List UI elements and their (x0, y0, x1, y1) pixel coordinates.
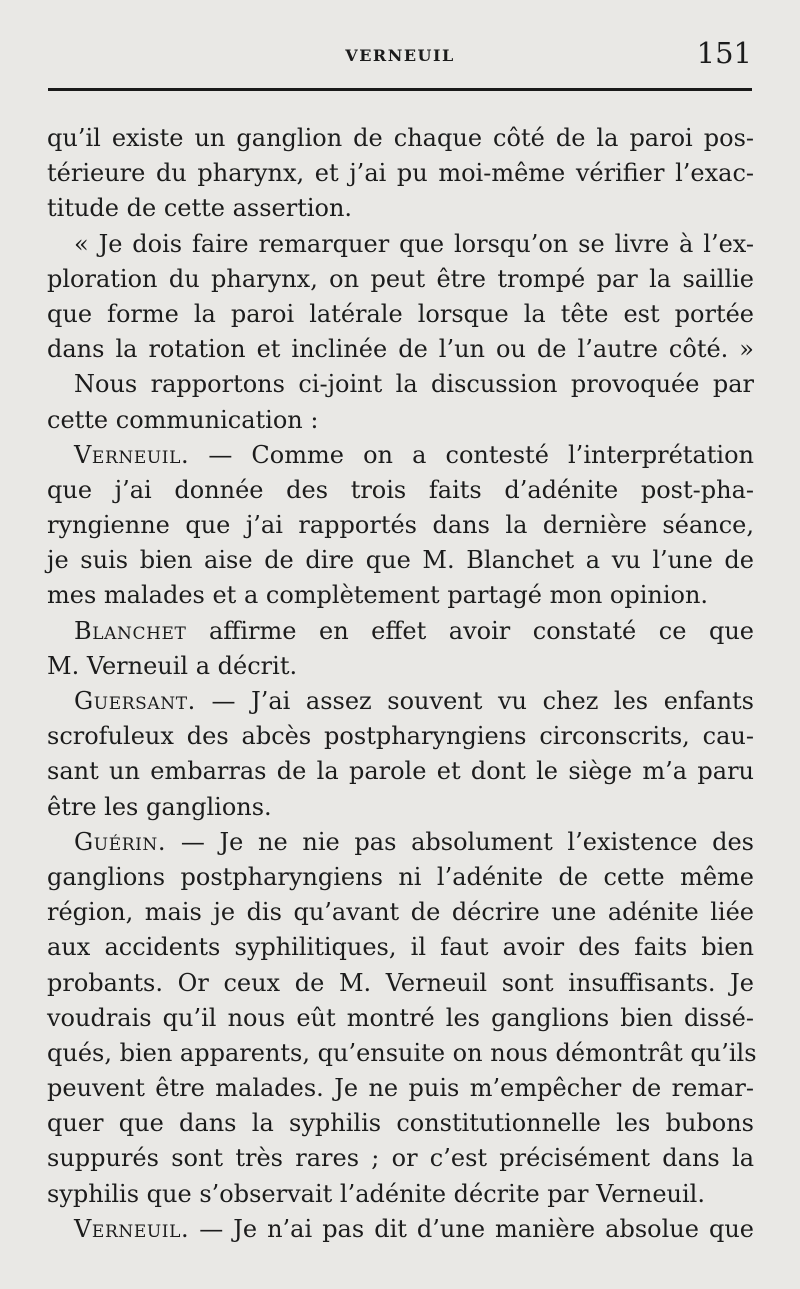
speech-line (47, 438, 754, 473)
text-line: titude de cette assertion. (47, 194, 353, 223)
body-text (47, 121, 757, 1247)
speech-text: — Comme on a contesté l’interprétation (208, 440, 754, 469)
speech-text: — Je ne nie pas absolument l’existence des (180, 827, 754, 856)
text-line: peuvent être malades. Je ne puis m’empêcher de remar- (47, 1074, 754, 1103)
speaker-name: Verneuil. (74, 1214, 190, 1243)
running-head: VERNEUIL (345, 46, 455, 65)
speech-text: — Je n’ai pas dit d’une manière absolue que (199, 1214, 754, 1243)
text-line: « Je dois faire remarquer que lorsqu’on se livre à l’ex- (74, 229, 754, 258)
text-line: scrofuleux des abcès postpharyngiens circonscrits, cau- (47, 722, 754, 751)
speech-line (47, 825, 754, 860)
text-line: probants. Or ceux de M. Verneuil sont insuffisants. Je (47, 968, 754, 997)
text-line: suppurés sont très rares ; or c’est précisément dans la (47, 1144, 754, 1173)
text-line: sant un embarras de la parole et dont le siège m’a paru (47, 757, 754, 786)
page-header (48, 34, 752, 82)
text-line: dans la rotation et inclinée de l’un ou de l’autre côté. » (47, 335, 754, 364)
text-line: quer que dans la syphilis constitutionnelle les bubons (47, 1109, 754, 1138)
text-line: Nous rapportons ci-joint la discussion provoquée par (74, 370, 754, 399)
text-line: aux accidents syphilitiques, il faut avoir des faits bien (47, 933, 754, 962)
text-line: ploration du pharynx, on peut être trompé par la saillie (47, 264, 754, 293)
text-line: voudrais qu’il nous eût montré les ganglions bien dissé- (47, 1003, 754, 1032)
text-line: qués, bien apparents, qu’ensuite on nous démontrât qu’ils (47, 1038, 757, 1067)
text-line: syphilis que s’observait l’adénite décrite par Verneuil. (47, 1179, 705, 1208)
text-line: être les ganglions. (47, 792, 272, 821)
speech-line (47, 684, 754, 719)
header-rule (48, 88, 752, 91)
text-line: ryngienne que j’ai rapportés dans la dernière séance, (47, 511, 754, 540)
text-line: cette communication : (47, 405, 319, 434)
speaker-name: Verneuil. (74, 440, 190, 469)
text-line: région, mais je dis qu’avant de décrire une adénite liée (47, 898, 754, 927)
text-line: mes malades et a complètement partagé mon opinion. (47, 581, 709, 610)
text-line: que j’ai donnée des trois faits d’adénite post-pha- (47, 475, 754, 504)
speech-line (47, 614, 754, 649)
text-line: que forme la paroi latérale lorsque la tête est portée (47, 299, 754, 328)
page-number: 151 (696, 36, 752, 70)
speech-text: affirme en effet avoir constaté ce que (209, 616, 754, 645)
text-line: je suis bien aise de dire que M. Blanchet a vu l’une de (47, 546, 754, 575)
speaker-name: Guérin. (74, 827, 167, 856)
speaker-name: Blanchet (74, 616, 187, 645)
speaker-name: Guersant. (74, 687, 196, 715)
speech-line (47, 1212, 754, 1247)
text-line: M. Verneuil a décrit. (47, 651, 298, 680)
text-line: ganglions postpharyngiens ni l’adénite de cette même (47, 862, 754, 891)
text-line: térieure du pharynx, et j’ai pu moi-même vérifier l’exac- (47, 159, 754, 188)
speech-text: — J’ai assez souvent vu chez les enfants (211, 687, 754, 715)
text-line: qu’il existe un ganglion de chaque côté de la paroi pos- (47, 124, 754, 152)
